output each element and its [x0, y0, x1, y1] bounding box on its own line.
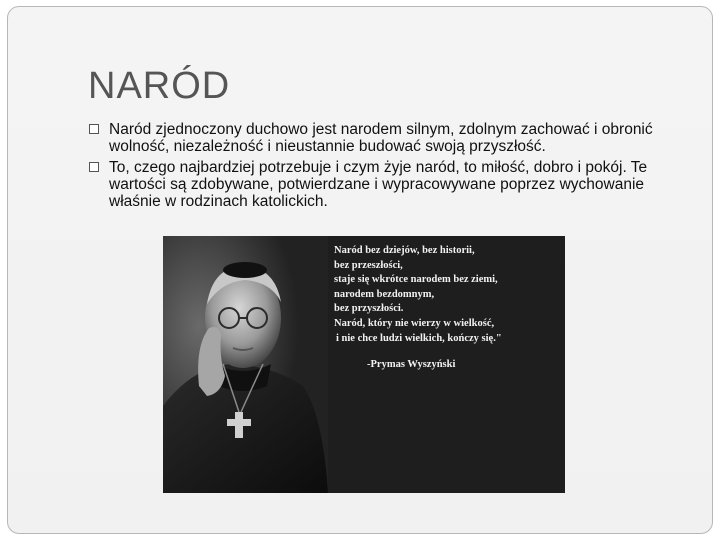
bullet-item [88, 159, 668, 210]
quote-line: staje się wkrótce narodem bez ziemi, [334, 274, 498, 286]
bullet-text: Naród zjednoczony duchowo jest narodem silnym, zdolnym zachować i obronić wolność, niezależność i nieustannie budować swoją przyszłość. [109, 121, 653, 155]
bullet-text: To, czego najbardziej potrzebuje i czym żyje naród, to miłość, dobro i pokój. Te wartości są zdobywane, potwierdzane i wypracowywane poprzez wychowanie właśnie w rodzinach katolickich. [109, 159, 648, 210]
quote-line: Naród, który nie wierzy w wielkość, [334, 317, 495, 329]
quote-line: bez przyszłości. [334, 303, 404, 315]
quote-block [334, 244, 562, 373]
quote-line: i nie chce ludzi wielkich, kończy się." [336, 332, 502, 344]
quote-author: -Prymas Wyszyński [367, 359, 456, 371]
quote-line: Naród bez dziejów, bez historii, [334, 245, 475, 256]
bullet-item [88, 121, 668, 155]
bullet-list [88, 121, 668, 214]
square-bullet-icon [89, 162, 99, 172]
slide-title: NARÓD [88, 65, 231, 107]
square-bullet-icon [89, 124, 99, 134]
quote-line: narodem bezdomnym, [334, 288, 435, 300]
quote-image [163, 236, 565, 493]
quote-line: bez przeszłości, [334, 259, 403, 271]
